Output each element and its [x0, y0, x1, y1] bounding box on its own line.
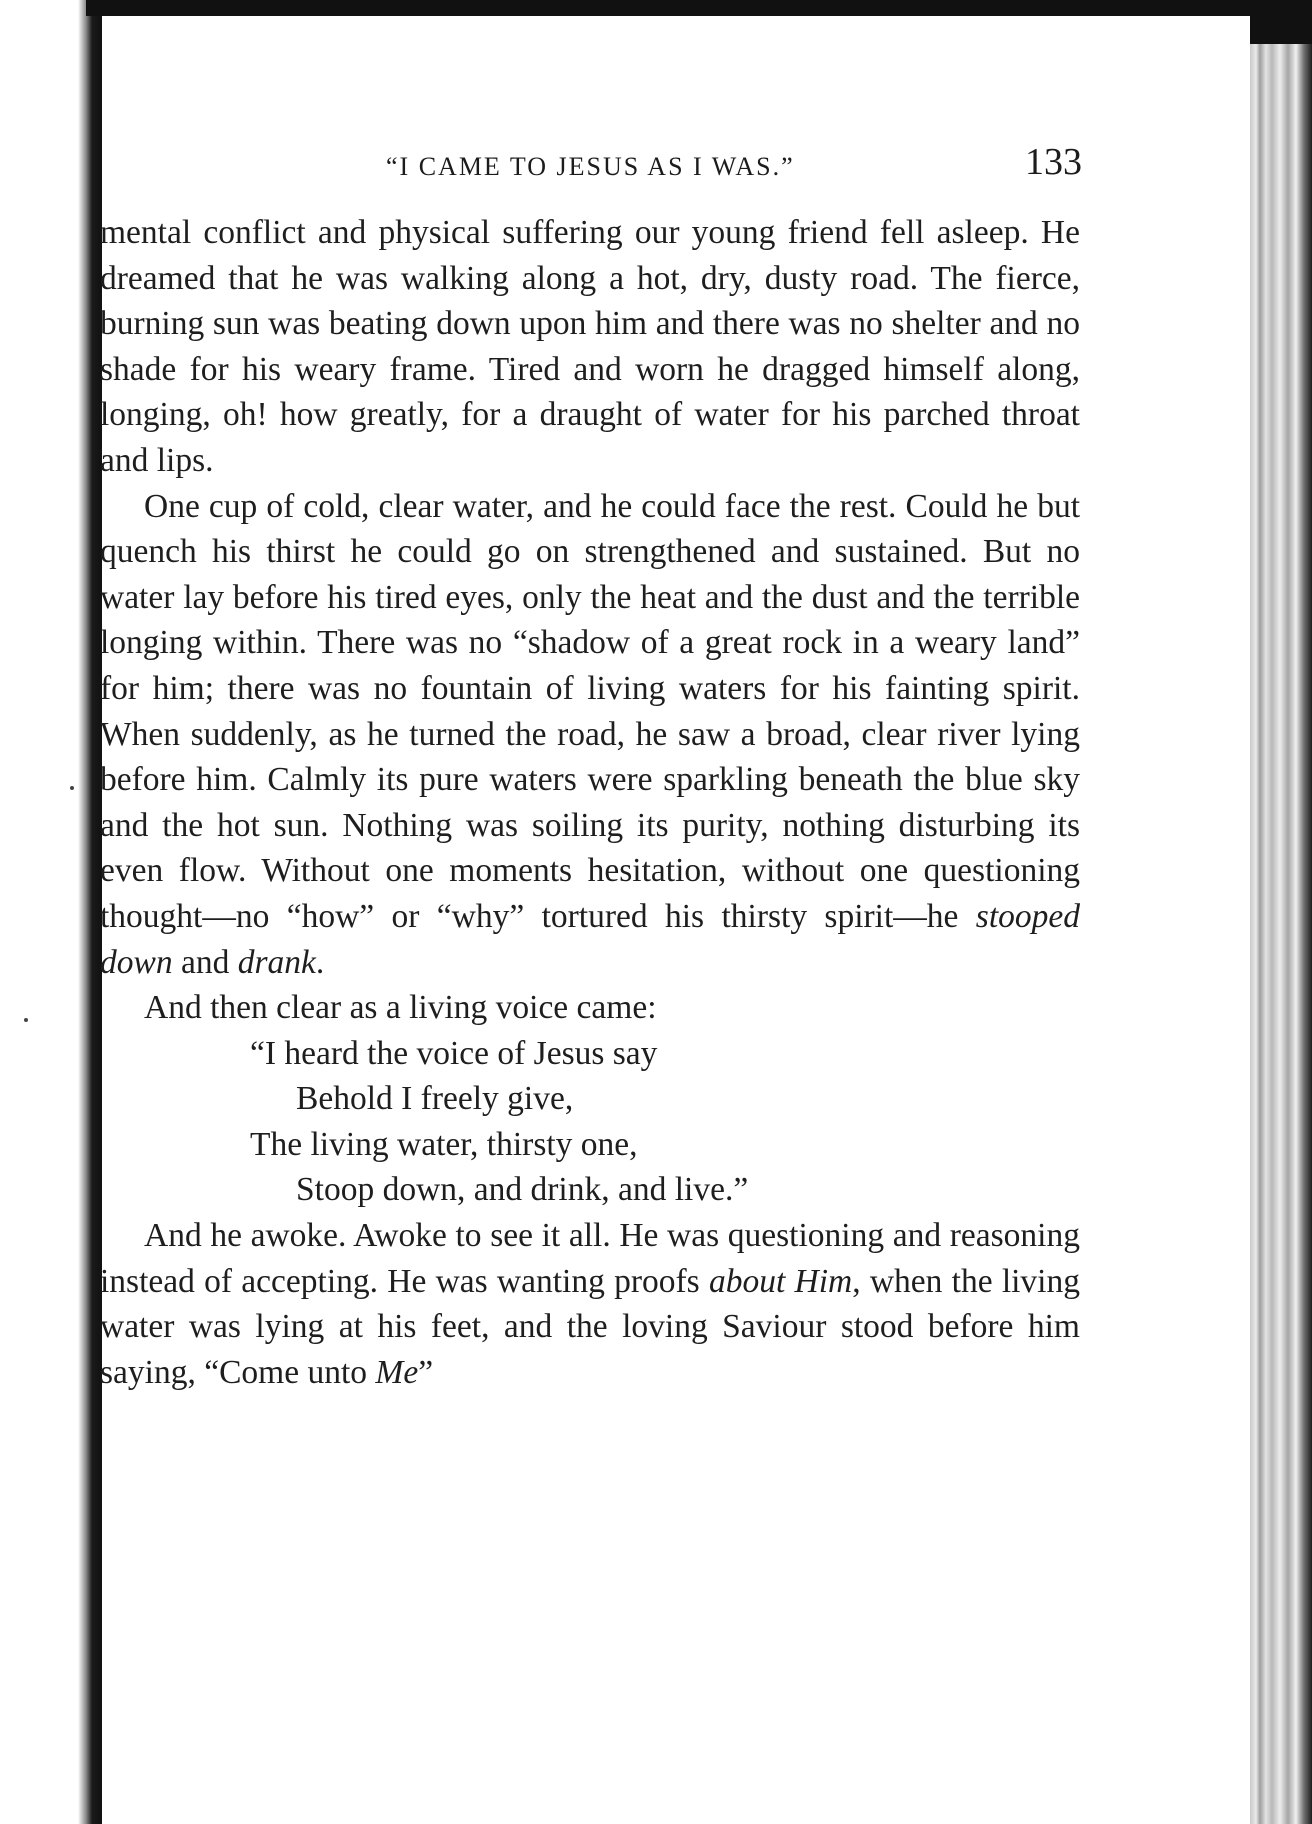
page-number: 133: [1025, 141, 1082, 183]
paragraph-2-text: One cup of cold, clear water, and he could face the rest. Could he but quench his thirst he could go on strengthened and sustained. But no water lay before his tired eyes, only the heat and the dust and the terrible longing within. There was no “shadow of a great rock in a weary land” for him; there was no fountain of living waters for his fainting spirit. When suddenly, as he turned the road, he saw a broad, clear river lying before him. Calmly its pure waters were sparkling beneath the blue sky and the hot sun. Nothing was soiling its purity, nothing disturbing its even flow. Without one moments hesitation, without one questioning thought—no “how” or “why” tortured his thirsty spirit—he: [100, 487, 1080, 935]
hymn-verse: [100, 1031, 1080, 1213]
paragraph-4-text-b: , when the living water was lying at his feet, and the loving Saviour stood before him saying, “Come unto: [100, 1262, 1080, 1391]
verse-line: The living water, thirsty one,: [250, 1125, 638, 1163]
emphasis-me: Me: [375, 1353, 419, 1391]
page-stack-top-border: [1250, 0, 1312, 44]
verse-line: Stoop down, and drink, and live.”: [296, 1171, 749, 1209]
scan-speck: [24, 1018, 28, 1022]
page-header: [286, 140, 1082, 200]
emphasis-drank: drank: [237, 943, 316, 981]
page-stack-edge: [1250, 0, 1312, 1824]
scan-top-border: [86, 0, 1312, 16]
emphasis-about-him: about Him: [708, 1262, 853, 1300]
paragraph-3: [100, 985, 1080, 1031]
previous-page-edge: [0, 0, 102, 1824]
paragraph-4-close-quote: ”: [418, 1353, 434, 1391]
paragraph-2: [100, 484, 1080, 986]
verse-line: Behold I freely give,: [296, 1080, 574, 1118]
paragraph-1: [100, 210, 1080, 484]
paragraph-4: [100, 1213, 1080, 1395]
scan-speck: [70, 786, 74, 790]
paragraph-3-text: And then clear as a living voice came:: [144, 989, 657, 1027]
running-head: “I CAME TO JESUS AS I WAS.”: [386, 152, 795, 181]
body-text: [100, 210, 1080, 1395]
verse-line: “I heard the voice of Jesus say: [250, 1034, 658, 1072]
paragraph-2-end: .: [315, 943, 325, 981]
emphasis-stooped-down: stooped down: [100, 897, 1081, 981]
paragraph-1-text: mental conflict and physical suffering our young friend fell asleep. He dreamed that he was walking along a hot, dry, dusty road. The fierce, burning sun was beating down upon him and there was no shelter and no shade for his weary frame. Tired and worn he dragged himself along, longing, oh! how greatly, for a draught of water for his parched throat and lips.: [100, 214, 1080, 479]
paragraph-4-text: And he awoke. Awoke to see it all. He was questioning and reasoning instead of accepting. He was wanting proofs: [100, 1217, 1080, 1300]
paragraph-2-and: and: [180, 943, 230, 981]
